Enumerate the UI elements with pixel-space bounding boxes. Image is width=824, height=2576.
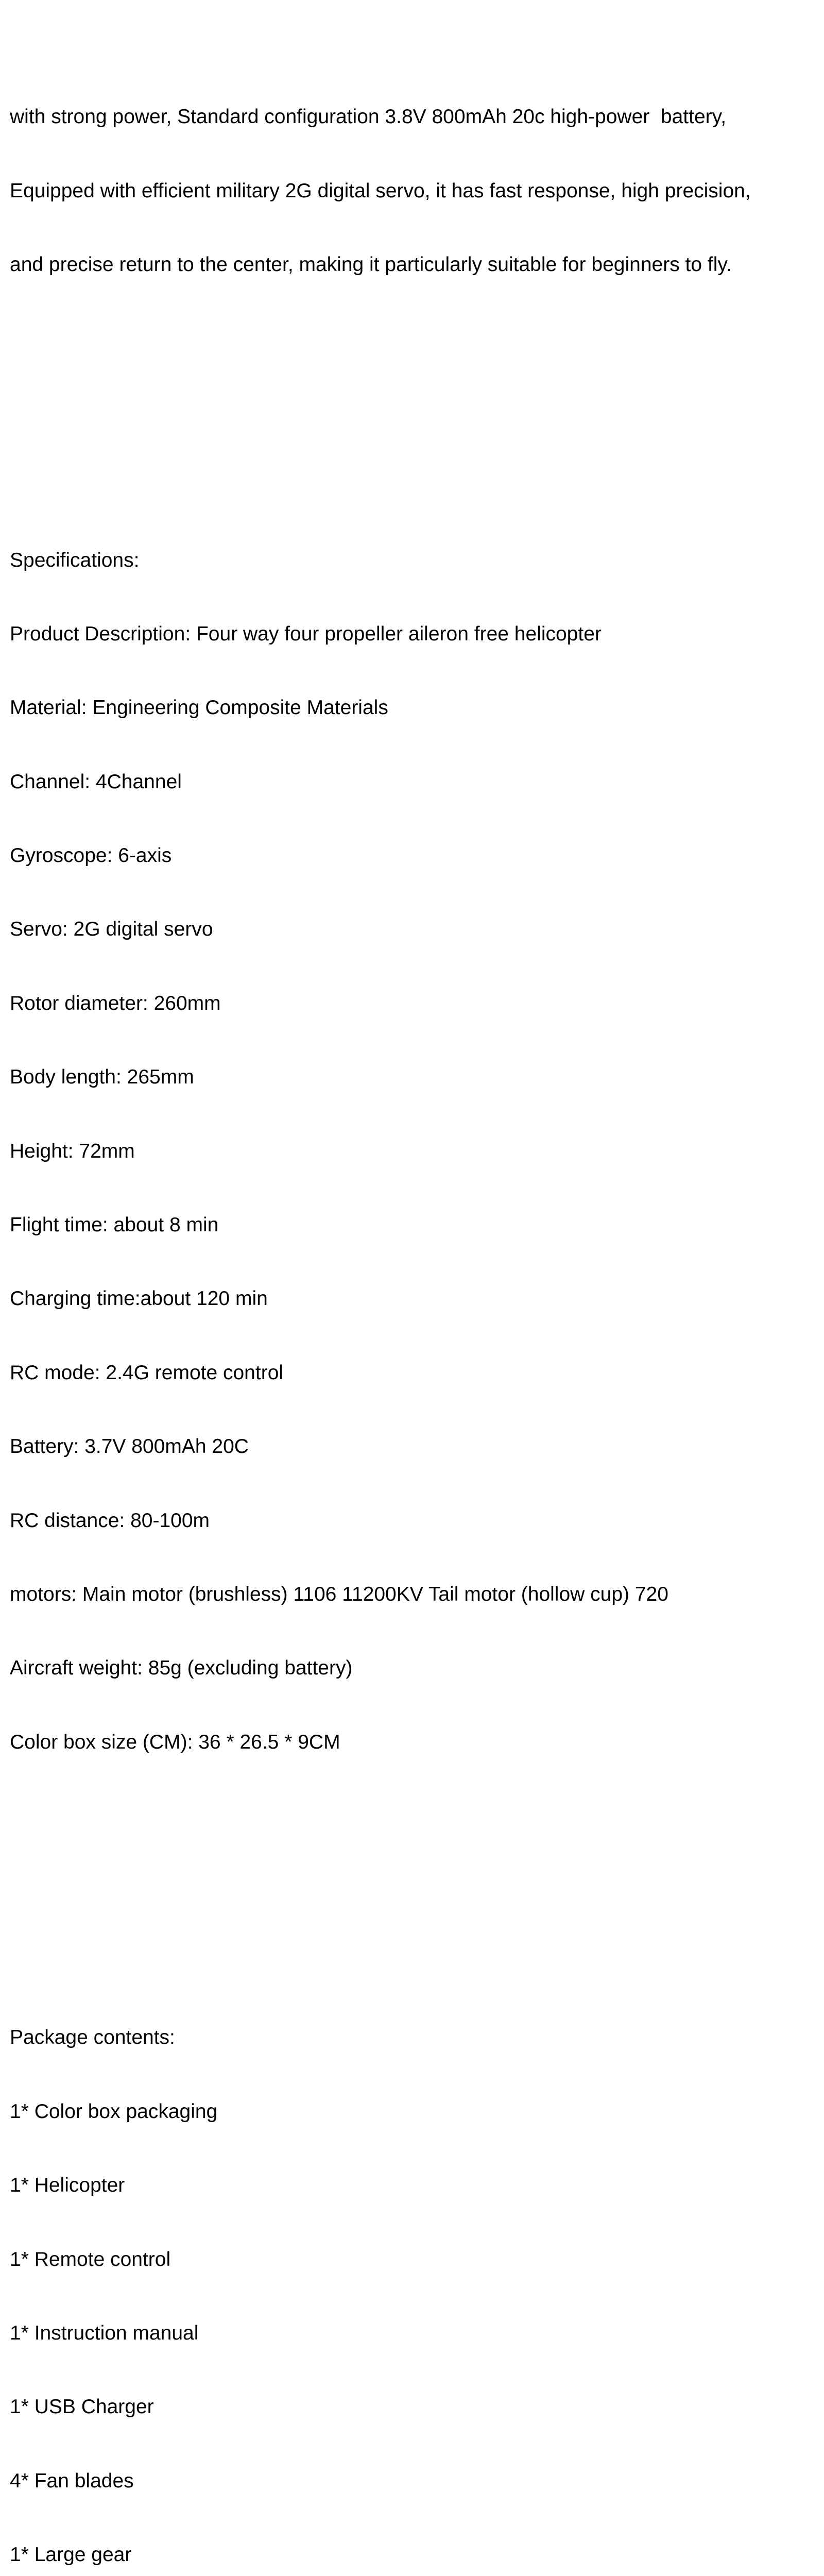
product-description-document [10, 6, 818, 2576]
package-contents-section [10, 1976, 818, 2576]
package-item: 4* Fan blades [10, 2469, 134, 2492]
package-item: 1* Helicopter [10, 2174, 125, 2197]
spec-item: Aircraft weight: 85g (excluding battery) [10, 1657, 353, 1680]
package-item: 1* Instruction manual [10, 2321, 199, 2344]
spec-item: Servo: 2G digital servo [10, 918, 213, 941]
spec-item: Height: 72mm [10, 1140, 135, 1162]
package-item: 1* Large gear [10, 2544, 132, 2566]
spec-item: Rotor diameter: 260mm [10, 992, 221, 1014]
spec-item: Body length: 265mm [10, 1066, 194, 1089]
spec-item: Channel: 4Channel [10, 770, 182, 793]
package-heading: Package contents: [10, 2026, 175, 2049]
specifications-section [10, 499, 818, 1804]
spec-item: Gyroscope: 6-axis [10, 844, 172, 867]
intro-line: and precise return to the center, making it particularly suitable for beginners to fly. [10, 253, 732, 276]
spec-item: Flight time: about 8 min [10, 1214, 219, 1236]
intro-line: with strong power, Standard configuration 3.8V 800mAh 20c high-power battery, [10, 106, 727, 128]
spec-item: Material: Engineering Composite Materials [10, 697, 388, 719]
paragraph-gap [10, 400, 818, 425]
spec-item: Color box size (CM): 36 * 26.5 * 9CM [10, 1731, 340, 1753]
spec-item: RC mode: 2.4G remote control [10, 1361, 284, 1384]
package-item: 1* Remote control [10, 2248, 171, 2270]
paragraph-gap [10, 1878, 818, 1903]
spec-item: RC distance: 80-100m [10, 1509, 210, 1532]
spec-item: Product Description: Four way four propeller aileron free helicopter [10, 622, 602, 645]
spec-item: Charging time:about 120 min [10, 1287, 268, 1310]
specifications-heading: Specifications: [10, 549, 140, 571]
package-item: 1* Color box packaging [10, 2100, 218, 2123]
package-item: 1* USB Charger [10, 2396, 154, 2418]
intro-paragraph [10, 56, 818, 327]
spec-item: motors: Main motor (brushless) 1106 11200KV Tail motor (hollow cup) 720 [10, 1583, 668, 1605]
spec-item: Battery: 3.7V 800mAh 20C [10, 1435, 249, 1458]
intro-line: Equipped with efficient military 2G digital servo, it has fast response, high precision, [10, 179, 751, 202]
